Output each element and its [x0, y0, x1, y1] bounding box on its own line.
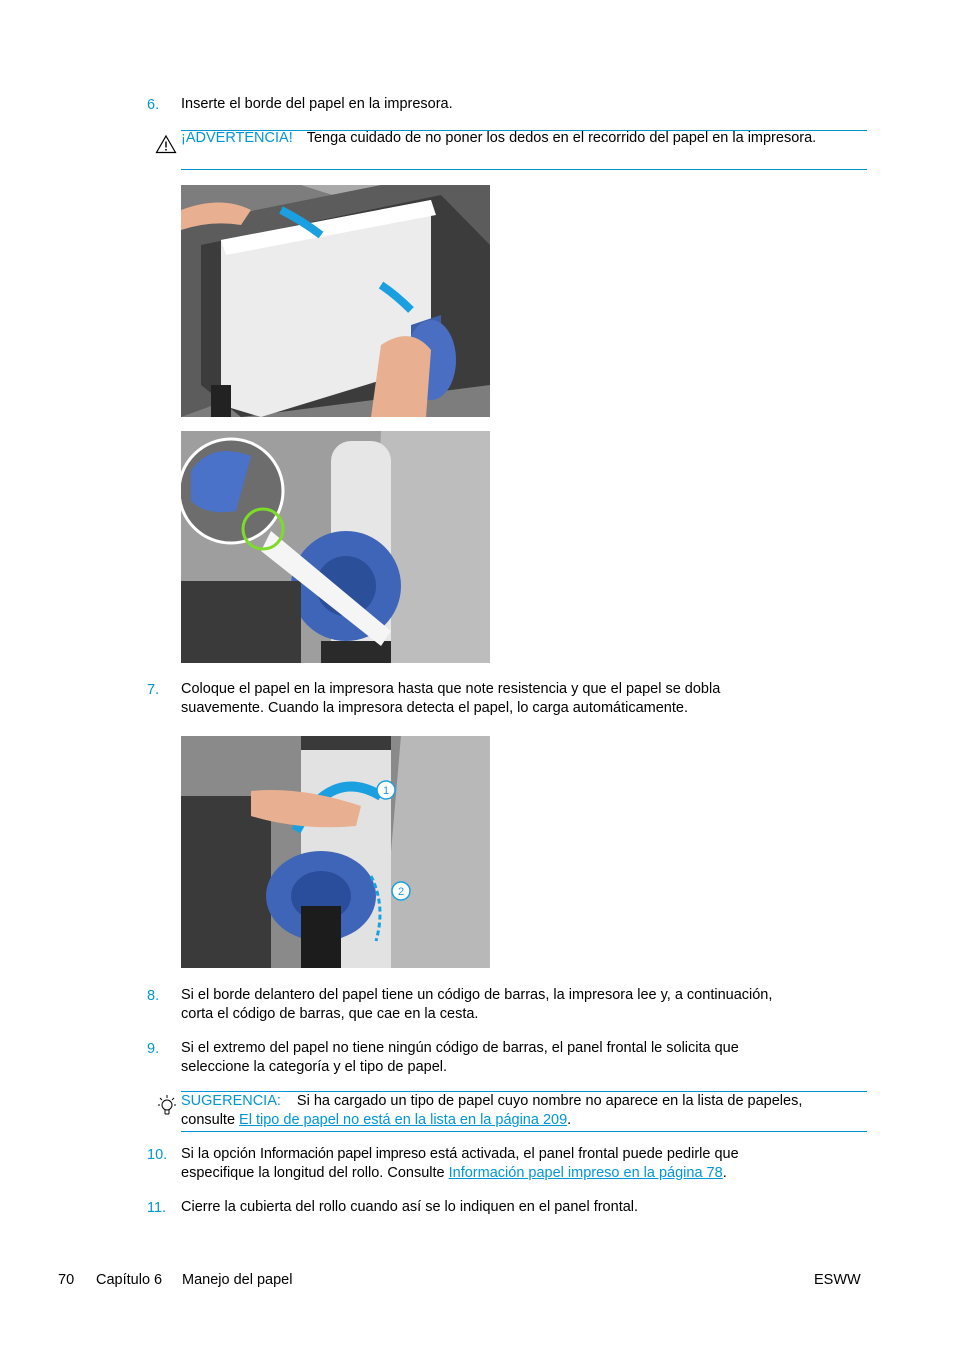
warning-icon [155, 134, 177, 158]
tip-label: SUGERENCIA: [181, 1093, 281, 1109]
tip-text2-pre: consulte [181, 1112, 240, 1128]
tip-link[interactable]: El tipo de papel no está en la lista en la página 209 [239, 1112, 568, 1128]
warning-label: ¡ADVERTENCIA! [181, 130, 293, 146]
callout-1: 1 [382, 785, 390, 797]
figure-paper-detail [181, 431, 490, 663]
step-10-line2 [181, 1164, 727, 1184]
step-10-pre: Si la opción [181, 1146, 260, 1162]
figure-insert-paper [181, 185, 490, 417]
step-7-line1: Coloque el papel en la impresora hasta que note resistencia y que el papel se dobla [181, 681, 721, 697]
step-10-line2-pre: especifique la longitud del rollo. Consulte [181, 1165, 449, 1181]
step-6-text: Inserte el borde del papel en la impresora. [181, 96, 453, 112]
tip-line2 [181, 1111, 571, 1131]
step-8-number: 8. [147, 988, 160, 1004]
step-11-number: 11. [147, 1200, 167, 1216]
tip-bottom-rule [181, 1131, 867, 1132]
step-10-post: está activada, el panel frontal puede pedirle que [425, 1146, 739, 1162]
step-10-line1 [181, 1145, 739, 1165]
step-10-line2-post: . [722, 1165, 727, 1181]
footer-chapter: Capítulo 6 [96, 1272, 163, 1288]
step-9-line2: seleccione la categoría y el tipo de papel. [181, 1059, 448, 1075]
step-8-line1: Si el borde delantero del papel tiene un código de barras, la impresora lee y, a continuación, [181, 987, 773, 1003]
figure-load-roll [181, 736, 490, 968]
warning-bottom-rule [181, 169, 867, 170]
step-7-line2: suavemente. Cuando la impresora detecta el papel, lo carga automáticamente. [181, 700, 688, 716]
step-10-option: Información papel impreso [260, 1146, 426, 1162]
warning-text [181, 129, 867, 149]
step-6-number: 6. [147, 97, 160, 113]
step-10-number: 10. [147, 1147, 168, 1163]
footer-right: ESWW [814, 1272, 861, 1288]
step-7-number: 7. [147, 682, 160, 698]
tip-line1 [181, 1092, 871, 1112]
footer-section: Manejo del papel [182, 1272, 293, 1288]
step-8-line2: corta el código de barras, que cae en la cesta. [181, 1006, 479, 1022]
warning-body: Tenga cuidado de no poner los dedos en el recorrido del papel en la impresora. [306, 130, 817, 146]
tip-text2-post: . [567, 1112, 572, 1128]
step-10-link[interactable]: Información papel impreso en la página 78 [448, 1165, 723, 1181]
lightbulb-icon [156, 1094, 178, 1122]
tip-text1: Si ha cargado un tipo de papel cuyo nombre no aparece en la lista de papeles, [296, 1093, 803, 1109]
callout-2: 2 [397, 886, 405, 898]
step-9-line1: Si el extremo del papel no tiene ningún código de barras, el panel frontal le solicita que [181, 1040, 739, 1056]
step-11-text: Cierre la cubierta del rollo cuando así se lo indiquen en el panel frontal. [181, 1199, 639, 1215]
step-9-number: 9. [147, 1041, 160, 1057]
footer-page-number: 70 [58, 1272, 75, 1288]
